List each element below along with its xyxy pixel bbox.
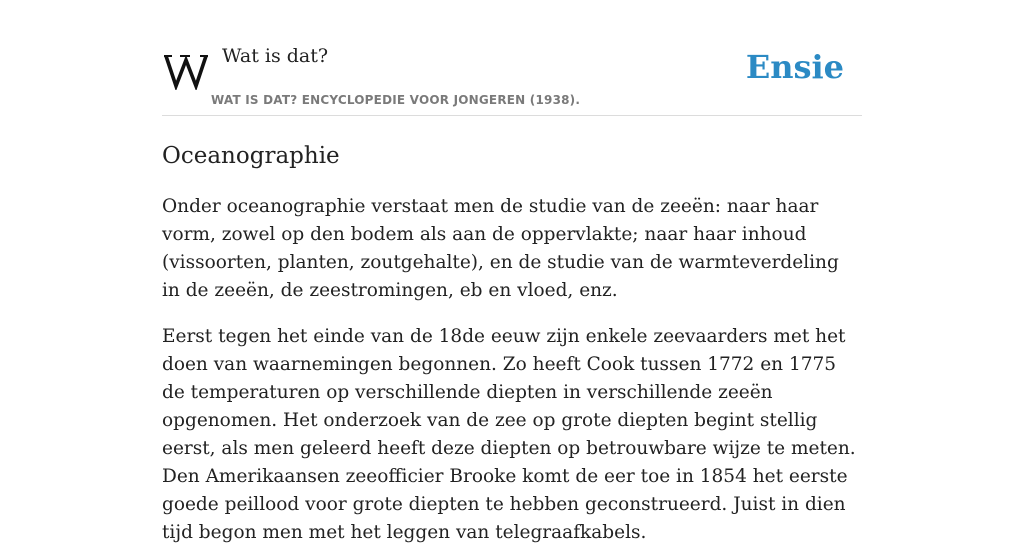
article-title: Oceanographie — [162, 143, 340, 169]
page — [162, 0, 862, 547]
source-title-link[interactable]: Wat is dat? — [222, 45, 329, 67]
source-subtitle: WAT IS DAT? ENCYCLOPEDIE VOOR JONGEREN (1938). — [211, 93, 581, 107]
article-paragraph-1: Onder oceanographie verstaat men de studie van de zeeën: naar haar vorm, zowel op den bodem als aan de oppervlakte; naar haar inhoud (vissoorten, planten, zoutgehalte), en de studie van de warmteverdeling in de zeeën, de zeestromingen, eb en vloed, enz. — [162, 196, 839, 301]
article-paragraph-2: Eerst tegen het einde van de 18de eeuw zijn enkele zeevaarders met het doen van waarnemingen begonnen. Zo heeft Cook tussen 1772 en 1775 de temperaturen op verschillende diepten in verschillende zeeën opgenomen. Het onderzoek van de zee op grote diepten begint stellig eerst, als men geleerd heeft deze diepten op betrouwbare wijze te meten. Den Amerikaansen zeeofficier Brooke komt de eer toe in 1854 het eerste goede peillood voor grote diepten te hebben geconstrueerd. Juist in dien tijd begon men met het leggen van telegraafkabels. — [162, 326, 856, 543]
brand-logo-link[interactable]: Ensie — [745, 48, 844, 86]
header — [162, 0, 862, 116]
wikipedia-w-icon[interactable] — [164, 50, 208, 90]
